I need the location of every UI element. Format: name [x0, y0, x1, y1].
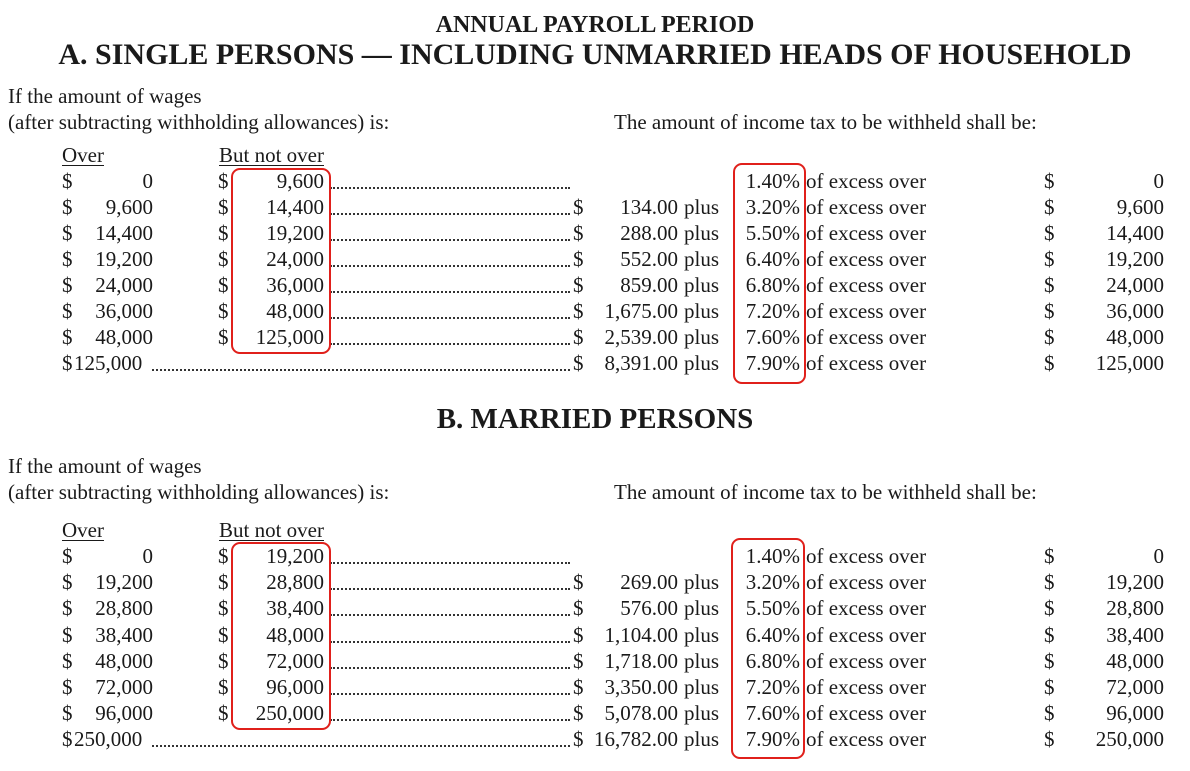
rate-highlight-box — [733, 163, 806, 384]
table-row — [0, 194, 1190, 220]
excess-over-value: 36,000 — [1106, 299, 1164, 323]
over-value: 9,600 — [105, 195, 153, 219]
dot-leader — [330, 343, 570, 345]
excess-over-label: of excess over — [806, 648, 927, 673]
plus-label: plus — [684, 675, 720, 699]
base-dollar-sign: $ — [573, 221, 584, 245]
over-dollar-sign: $ — [62, 169, 73, 193]
base-dollar-sign: $ — [573, 596, 584, 621]
dot-leader — [330, 291, 570, 293]
base-amount: 16,782.00 — [594, 727, 678, 752]
rate-value: 7.60% — [745, 325, 800, 349]
excess-dollar-sign: $ — [1044, 195, 1055, 219]
table-row — [0, 324, 1190, 350]
base-dollar-sign: $ — [573, 299, 584, 323]
table-row — [0, 569, 1190, 595]
excess-over-value: 14,400 — [1106, 221, 1164, 245]
excess-over-label: of excess over — [806, 195, 927, 219]
plus-label: plus — [684, 247, 720, 271]
excess-dollar-sign: $ — [1044, 727, 1055, 752]
excess-over-label: of excess over — [806, 221, 927, 245]
but-not-over-dollar-sign: $ — [218, 247, 229, 271]
base-dollar-sign: $ — [573, 325, 584, 349]
excess-over-value: 0 — [1153, 544, 1164, 568]
over-value: 125,000 — [74, 351, 143, 375]
but-not-over-dollar-sign: $ — [218, 570, 229, 595]
rate-value: 7.90% — [745, 727, 800, 752]
base-amount: 269.00 — [620, 570, 678, 595]
over-value: 72,000 — [95, 675, 153, 699]
rate-value: 5.50% — [745, 221, 800, 245]
payroll-period-heading: ANNUAL PAYROLL PERIOD — [435, 12, 755, 38]
over-value: 48,000 — [95, 648, 153, 673]
dot-leader — [330, 667, 570, 669]
over-dollar-sign: $ — [62, 570, 73, 595]
dot-leader — [330, 265, 570, 267]
but-not-over-dollar-sign: $ — [218, 596, 229, 621]
rate-value: 7.20% — [745, 675, 800, 699]
excess-over-value: 125,000 — [1095, 351, 1164, 375]
excess-dollar-sign: $ — [1044, 544, 1055, 568]
over-value: 14,400 — [95, 221, 153, 245]
dot-leader — [330, 693, 570, 695]
excess-over-label: of excess over — [806, 675, 927, 699]
excess-over-label: of excess over — [806, 351, 927, 375]
excess-over-value: 19,200 — [1106, 247, 1164, 271]
excess-dollar-sign: $ — [1044, 701, 1055, 726]
dot-leader — [152, 369, 570, 371]
base-amount: 552.00 — [620, 247, 678, 271]
table-row — [0, 622, 1190, 648]
excess-over-label: of excess over — [806, 701, 927, 726]
over-dollar-sign: $ — [62, 727, 73, 752]
rate-value: 7.60% — [745, 701, 800, 726]
table-row — [0, 595, 1190, 621]
dot-leader — [330, 562, 570, 564]
over-dollar-sign: $ — [62, 596, 73, 621]
excess-over-label: of excess over — [806, 273, 927, 297]
base-amount: 1,675.00 — [604, 299, 678, 323]
intro-line-1: If the amount of wages — [8, 84, 202, 108]
rate-value: 6.80% — [745, 273, 800, 297]
table-row — [0, 726, 1190, 752]
section-b-title: B. MARRIED PERSONS — [436, 403, 754, 435]
but-not-over-dollar-sign: $ — [218, 195, 229, 219]
excess-over-value: 96,000 — [1106, 701, 1164, 726]
excess-over-value: 48,000 — [1106, 648, 1164, 673]
rate-value: 3.20% — [745, 570, 800, 595]
plus-label: plus — [684, 221, 720, 245]
over-value: 0 — [142, 544, 153, 568]
over-value: 0 — [142, 169, 153, 193]
dot-leader — [330, 317, 570, 319]
base-dollar-sign: $ — [573, 727, 584, 752]
but-not-over-dollar-sign: $ — [218, 325, 229, 349]
but-not-over-value: 48,000 — [266, 299, 324, 323]
plus-label: plus — [684, 622, 720, 647]
base-dollar-sign: $ — [573, 570, 584, 595]
plus-label: plus — [684, 195, 720, 219]
excess-over-value: 72,000 — [1106, 675, 1164, 699]
plus-label: plus — [684, 299, 720, 323]
dot-leader — [330, 213, 570, 215]
table-row — [0, 700, 1190, 726]
but-not-over-value: 9,600 — [276, 169, 324, 193]
excess-over-label: of excess over — [806, 570, 927, 595]
excess-over-label: of excess over — [806, 544, 927, 568]
over-value: 28,800 — [95, 596, 153, 621]
excess-over-value: 19,200 — [1106, 570, 1164, 595]
excess-over-label: of excess over — [806, 596, 927, 621]
over-value: 48,000 — [95, 325, 153, 349]
base-dollar-sign: $ — [573, 648, 584, 673]
dot-leader — [330, 614, 570, 616]
but-not-over-dollar-sign: $ — [218, 648, 229, 673]
base-amount: 288.00 — [620, 221, 678, 245]
over-dollar-sign: $ — [62, 648, 73, 673]
base-dollar-sign: $ — [573, 273, 584, 297]
dot-leader — [330, 719, 570, 721]
dot-leader — [330, 187, 570, 189]
over-value: 36,000 — [95, 299, 153, 323]
over-dollar-sign: $ — [62, 273, 73, 297]
excess-dollar-sign: $ — [1044, 221, 1055, 245]
over-dollar-sign: $ — [62, 299, 73, 323]
over-dollar-sign: $ — [62, 701, 73, 726]
plus-label: plus — [684, 273, 720, 297]
base-amount: 1,104.00 — [604, 622, 678, 647]
but-not-over-value: 38,400 — [266, 596, 324, 621]
over-column-header: Over — [62, 518, 104, 542]
dot-leader — [330, 641, 570, 643]
over-value: 250,000 — [74, 727, 143, 752]
rate-value: 6.40% — [745, 247, 800, 271]
plus-label: plus — [684, 570, 720, 595]
intro-line-2: (after subtracting withholding allowances) is: — [8, 480, 390, 504]
over-value: 19,200 — [95, 570, 153, 595]
dot-leader — [152, 745, 570, 747]
base-amount: 576.00 — [620, 596, 678, 621]
excess-over-value: 24,000 — [1106, 273, 1164, 297]
rate-value: 7.90% — [745, 351, 800, 375]
base-amount: 859.00 — [620, 273, 678, 297]
base-amount: 1,718.00 — [604, 648, 678, 673]
excess-dollar-sign: $ — [1044, 351, 1055, 375]
base-dollar-sign: $ — [573, 675, 584, 699]
over-dollar-sign: $ — [62, 622, 73, 647]
table-row — [0, 648, 1190, 674]
but-not-over-dollar-sign: $ — [218, 701, 229, 726]
intro-line-2: (after subtracting withholding allowances) is: — [8, 110, 390, 134]
but-not-over-value: 19,200 — [266, 221, 324, 245]
over-value: 19,200 — [95, 247, 153, 271]
excess-over-label: of excess over — [806, 299, 927, 323]
but-not-over-value: 125,000 — [255, 325, 324, 349]
but-not-over-column-header: But not over — [219, 518, 324, 542]
table-row — [0, 350, 1190, 376]
but-not-over-dollar-sign: $ — [218, 544, 229, 568]
excess-dollar-sign: $ — [1044, 675, 1055, 699]
excess-dollar-sign: $ — [1044, 596, 1055, 621]
table-row — [0, 168, 1190, 194]
rate-value: 6.40% — [745, 622, 800, 647]
over-dollar-sign: $ — [62, 544, 73, 568]
over-value: 38,400 — [95, 622, 153, 647]
but-not-over-dollar-sign: $ — [218, 675, 229, 699]
plus-label: plus — [684, 727, 720, 752]
but-not-over-value: 72,000 — [266, 648, 324, 673]
base-dollar-sign: $ — [573, 351, 584, 375]
table-row — [0, 674, 1190, 700]
rate-value: 1.40% — [745, 544, 800, 568]
base-dollar-sign: $ — [573, 247, 584, 271]
table-row — [0, 272, 1190, 298]
but-not-over-highlight-box — [231, 168, 331, 354]
excess-over-label: of excess over — [806, 247, 927, 271]
but-not-over-value: 24,000 — [266, 247, 324, 271]
but-not-over-dollar-sign: $ — [218, 273, 229, 297]
but-not-over-highlight-box — [231, 542, 331, 730]
but-not-over-value: 19,200 — [266, 544, 324, 568]
excess-over-value: 250,000 — [1095, 727, 1164, 752]
rate-value: 7.20% — [745, 299, 800, 323]
plus-label: plus — [684, 701, 720, 726]
rate-value: 6.80% — [745, 648, 800, 673]
base-dollar-sign: $ — [573, 622, 584, 647]
over-dollar-sign: $ — [62, 221, 73, 245]
excess-dollar-sign: $ — [1044, 247, 1055, 271]
intro-line-1: If the amount of wages — [8, 454, 202, 478]
excess-dollar-sign: $ — [1044, 622, 1055, 647]
over-dollar-sign: $ — [62, 351, 73, 375]
excess-dollar-sign: $ — [1044, 299, 1055, 323]
over-dollar-sign: $ — [62, 675, 73, 699]
excess-dollar-sign: $ — [1044, 325, 1055, 349]
but-not-over-value: 96,000 — [266, 675, 324, 699]
excess-over-label: of excess over — [806, 169, 927, 193]
base-amount: 134.00 — [620, 195, 678, 219]
over-dollar-sign: $ — [62, 325, 73, 349]
excess-over-value: 28,800 — [1106, 596, 1164, 621]
but-not-over-value: 28,800 — [266, 570, 324, 595]
plus-label: plus — [684, 648, 720, 673]
but-not-over-dollar-sign: $ — [218, 299, 229, 323]
excess-over-value: 9,600 — [1116, 195, 1164, 219]
base-amount: 2,539.00 — [604, 325, 678, 349]
table-row — [0, 543, 1190, 569]
excess-dollar-sign: $ — [1044, 648, 1055, 673]
excess-over-value: 0 — [1153, 169, 1164, 193]
dot-leader — [330, 239, 570, 241]
base-dollar-sign: $ — [573, 195, 584, 219]
but-not-over-value: 48,000 — [266, 622, 324, 647]
table-row — [0, 220, 1190, 246]
rate-value: 3.20% — [745, 195, 800, 219]
base-amount: 5,078.00 — [604, 701, 678, 726]
excess-dollar-sign: $ — [1044, 169, 1055, 193]
excess-over-label: of excess over — [806, 325, 927, 349]
plus-label: plus — [684, 596, 720, 621]
excess-dollar-sign: $ — [1044, 570, 1055, 595]
but-not-over-dollar-sign: $ — [218, 169, 229, 193]
withheld-heading: The amount of income tax to be withheld shall be: — [614, 480, 1037, 504]
base-amount: 3,350.00 — [604, 675, 678, 699]
rate-value: 1.40% — [745, 169, 800, 193]
table-row — [0, 246, 1190, 272]
over-value: 96,000 — [95, 701, 153, 726]
rate-highlight-box — [731, 538, 805, 759]
but-not-over-column-header: But not over — [219, 143, 324, 167]
rate-value: 5.50% — [745, 596, 800, 621]
table-row — [0, 298, 1190, 324]
plus-label: plus — [684, 325, 720, 349]
but-not-over-value: 250,000 — [255, 701, 324, 726]
excess-over-label: of excess over — [806, 727, 927, 752]
over-column-header: Over — [62, 143, 104, 167]
but-not-over-dollar-sign: $ — [218, 622, 229, 647]
base-amount: 8,391.00 — [604, 351, 678, 375]
over-dollar-sign: $ — [62, 195, 73, 219]
base-dollar-sign: $ — [573, 701, 584, 726]
excess-dollar-sign: $ — [1044, 273, 1055, 297]
plus-label: plus — [684, 351, 720, 375]
excess-over-value: 38,400 — [1106, 622, 1164, 647]
section-a-title: A. SINGLE PERSONS — INCLUDING UNMARRIED HEADS OF HOUSEHOLD — [58, 38, 1132, 71]
over-dollar-sign: $ — [62, 247, 73, 271]
withheld-heading: The amount of income tax to be withheld shall be: — [614, 110, 1037, 134]
dot-leader — [330, 588, 570, 590]
but-not-over-value: 36,000 — [266, 273, 324, 297]
excess-over-value: 48,000 — [1106, 325, 1164, 349]
over-value: 24,000 — [95, 273, 153, 297]
but-not-over-dollar-sign: $ — [218, 221, 229, 245]
excess-over-label: of excess over — [806, 622, 927, 647]
but-not-over-value: 14,400 — [266, 195, 324, 219]
